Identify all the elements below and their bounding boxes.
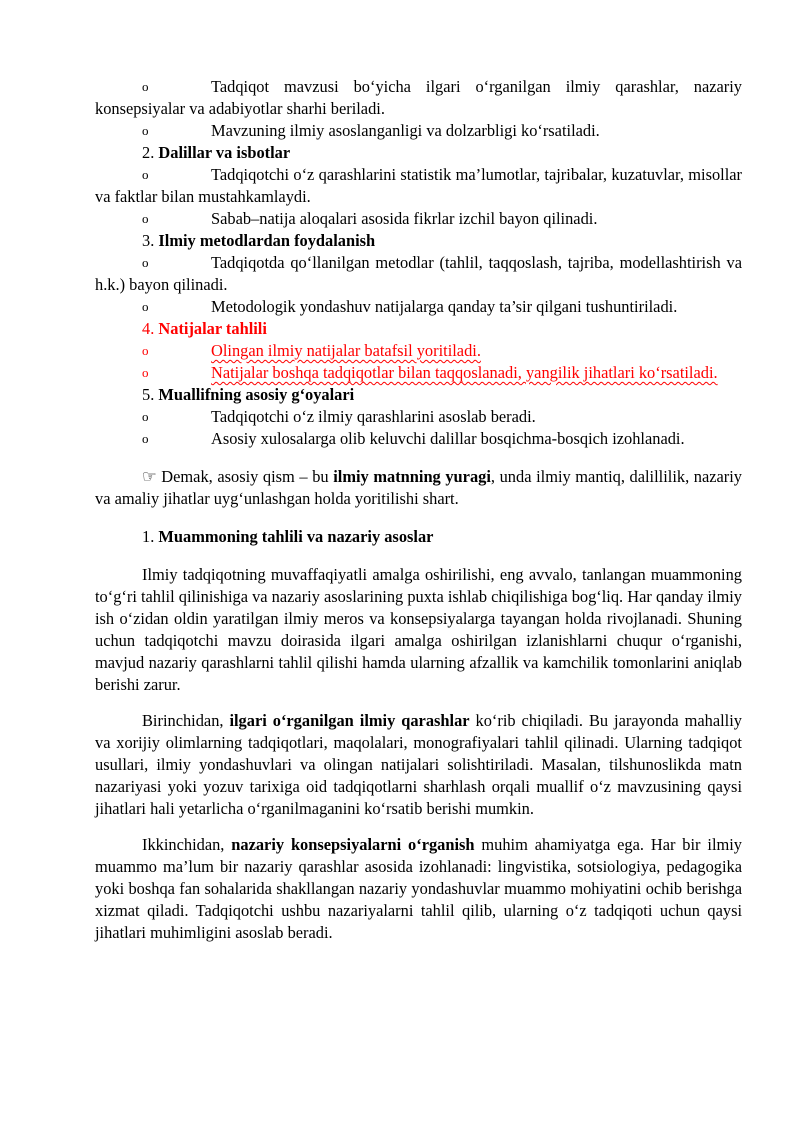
spacer [95, 548, 742, 564]
bullet-text: Tadqiqotchi o‘z ilmiy qarashlarini asoslab beradi. [211, 407, 536, 426]
body-paragraph-2 [95, 710, 742, 820]
bullet-marker: o [142, 211, 149, 226]
document-body [95, 76, 742, 944]
list-item [95, 340, 742, 362]
body-paragraph-1: Ilmiy tadqiqotning muvaffaqiyatli amalga oshirilishi, eng avvalo, tanlangan muammoning to‘g‘ri tahlil qilinishiga va nazariy asoslarining puxta ishlab chiqilishiga bog‘liq. Har qanday ilmiy ish o‘zidan oldin yaratilgan ilmiy meros va konsepsiyalarga tayangan holda rivojlanadi. Shuning uchun tadqiqotchi mavzu doirasida ilgari amalga oshirilgan izlanishlarni chuqur o‘rganishi, mavjud nazariy qarashlarni tahlil qilishi hamda ularning afzallik va kamchilik tomonlarini aniqlab berishi zarur. [95, 565, 742, 694]
heading-number: 4. [142, 319, 155, 338]
section-heading-4 [95, 318, 742, 340]
bullet-text: Metodologik yondashuv natijalarga qanday ta’sir qilgani tushuntiriladi. [211, 297, 678, 316]
bullet-marker: o [142, 431, 149, 446]
para-emphasis: nazariy konsepsiyalarni o‘rganish [231, 835, 475, 854]
bullet-marker: o [142, 409, 149, 424]
spacer [95, 820, 742, 834]
list-item [95, 164, 742, 208]
pointing-hand-icon: ☞ [142, 467, 157, 486]
heading-title: Dalillar va isbotlar [158, 143, 291, 162]
bullet-text: Natijalar boshqa tadqiqotlar bilan taqqoslanadi, yangilik jihatlari ko‘rsatiladi. [211, 363, 718, 382]
list-item [95, 406, 742, 428]
bullet-text: Sabab–natija aloqalari asosida fikrlar izchil bayon qilinadi. [211, 209, 598, 228]
list-item [95, 120, 742, 142]
list-item [95, 76, 742, 120]
spacer [95, 450, 742, 466]
body-paragraph-3 [95, 834, 742, 944]
heading-number: 2. [142, 143, 155, 162]
summary-text-end: , unda ilmiy mantiq, dalillilik, nazariy va amaliy jihatlar uyg‘unlashgan holda yoritilishi shart. [95, 467, 743, 508]
bullet-text: Olingan ilmiy natijalar batafsil yoritiladi. [211, 341, 481, 360]
section-heading-3 [95, 230, 742, 252]
heading-number: 3. [142, 231, 155, 250]
bullet-text: Tadqiqot mavzusi bo‘yicha ilgari o‘rganilgan ilmiy qarashlar, nazariy konsepsiyalar va adabiyotlar sharhi beriladi. [95, 77, 742, 118]
section-heading-2 [95, 142, 742, 164]
bullet-marker: o [142, 79, 149, 94]
bullet-marker: o [142, 255, 149, 270]
summary-paragraph [95, 466, 742, 510]
bullet-text: Asosiy xulosalarga olib keluvchi dalillar bosqichma-bosqich izohlanadi. [211, 429, 685, 448]
heading-title: Muallifning asosiy g‘oyalari [158, 385, 355, 404]
list-item [95, 296, 742, 318]
para-text-end: muhim ahamiyatga ega. Har bir ilmiy muammo ma’lum bir nazariy qarashlar asosida izohlanadi: lingvistika, sotsiologiya, pedagogika yoki boshqa fan sohalarida shakllangan nazariy yondashuvlar muammo mohiyatini ochib berishga xizmat qiladi. Tadqiqotchi ushbu nazariyalarni tahlil qilib, ularning o‘z tadqiqoti uchun qaysi jihatlari muhimligini asoslab beradi. [95, 835, 742, 942]
bullet-marker: o [142, 343, 149, 358]
para-text: Birinchidan, [142, 711, 230, 730]
section-heading [95, 526, 742, 548]
list-item [95, 428, 742, 450]
list-item [95, 362, 742, 384]
heading-number: 1. [142, 527, 155, 546]
summary-text: Demak, asosiy qism – bu [156, 467, 334, 486]
bullet-marker: o [142, 123, 149, 138]
bullet-text: Tadqiqotchi o‘z qarashlarini statistik ma’lumotlar, tajribalar, kuzatuvlar, misollar va faktlar bilan mustahkamlaydi. [95, 165, 742, 206]
para-emphasis: ilgari o‘rganilgan ilmiy qarashlar [229, 711, 470, 730]
bullet-text: Mavzuning ilmiy asoslanganligi va dolzarbligi ko‘rsatiladi. [211, 121, 600, 140]
bullet-text: Tadqiqotda qo‘llanilgan metodlar (tahlil, taqqoslash, tajriba, modellashtirish va h.k.) bayon qilinadi. [95, 253, 742, 294]
para-text-end: ko‘rib chiqiladi. Bu jarayonda mahalliy va xorijiy olimlarning tadqiqotlari, maqolalari, monografiyalari tahlil qilinadi. Ularning tadqiqot usullari, ilmiy yondashuvlari va olingan natijalari solishtiriladi. Masalan, tilshunoslikda matn nazariyasi yoki yozuv tarixiga oid tadqiqotlarni sharhlash orqali muallif o‘z mavzusining qaysi jihatlari hali yetarlicha o‘rganilmaganini ko‘rsatib berishi mumkin. [95, 711, 742, 818]
bullet-marker: o [142, 299, 149, 314]
summary-emphasis: ilmiy matnning yuragi [333, 467, 491, 486]
para-text: Ikkinchidan, [142, 835, 232, 854]
heading-title: Ilmiy metodlardan foydalanish [158, 231, 376, 250]
heading-title: Muammoning tahlili va nazariy asoslar [158, 527, 434, 546]
section-heading-5 [95, 384, 742, 406]
bullet-marker: o [142, 365, 149, 380]
spacer [95, 510, 742, 526]
bullet-marker: o [142, 167, 149, 182]
list-item [95, 208, 742, 230]
heading-number: 5. [142, 385, 155, 404]
list-item [95, 252, 742, 296]
spacer [95, 696, 742, 710]
heading-title: Natijalar tahlili [158, 319, 267, 338]
